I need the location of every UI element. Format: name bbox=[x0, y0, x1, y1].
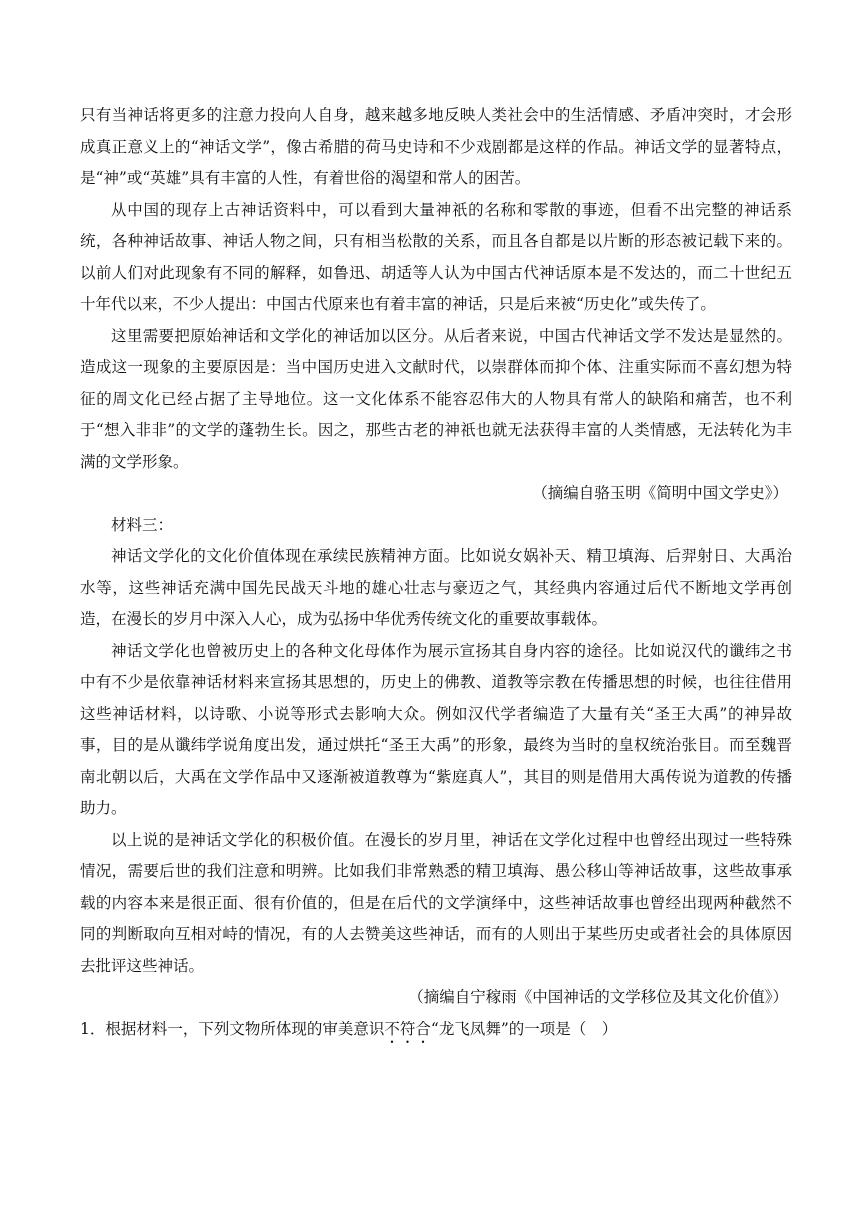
material3-paragraph-3: 以上说的是神话文学化的积极价值。在漫长的岁月里，神话在文学化过程中也曾经出现过一些特殊情况，需要后世的我们注意和明辨。比如我们非常熟悉的精卫填海、愚公移山等神话故事，这些故事承载的内容本来是很正面、很有价值的，但是在后代的文学演绎中，这些神话故事也曾经出现两种截然不同的判断取向互相对峙的情况，有的人去赞美这些神话，而有的人则出于某些历史或者社会的具体原因去批评这些神话。 bbox=[80, 830, 792, 975]
material2-source: （摘编自骆玉明《简明中国文学史》） bbox=[532, 484, 788, 502]
question-1-suffix: “龙飞凤舞”的一项是（ ） bbox=[430, 1019, 618, 1038]
question-1-prefix: 1．根据材料一，下列文物所体现的审美意识 bbox=[80, 1019, 385, 1038]
material2-paragraph-2: 从中国的现存上古神话资料中，可以看到大量神祇的名称和零散的事迹，但看不出完整的神话系统，各种神话故事、神话人物之间，只有相当松散的关系，而且各自都是以片断的形态被记载下来的。以前人们对此现象有不同的解释，如鲁迅、胡适等人认为中国古代神话原本是不发达的，而二十世纪五十年代以来，不少人提出：中国古代原来也有着丰富的神话，只是后来被“历史化”或失传了。 bbox=[80, 200, 792, 313]
material2-paragraph-3: 这里需要把原始神话和文学化的神话加以区分。从后者来说，中国古代神话文学不发达是显然的。造成这一现象的主要原因是：当中国历史进入文献时代，以崇群体而抑个体、注重实际而不喜幻想为特征的周文化已经占据了主导地位。这一文化体系不能容忍伟大的人物具有常人的缺陷和痛苦，也不利于“想入非非”的文学的蓬勃生长。因之，那些古老的神祇也就无法获得丰富的人类情感，无法转化为丰满的文学形象。 bbox=[80, 326, 792, 471]
question-1-emphasis: 不符合 bbox=[384, 1019, 431, 1038]
document-page bbox=[80, 100, 792, 1047]
material3-label: 材料三： bbox=[111, 515, 174, 534]
material3-source: （摘编自宁稼雨《中国神话的文学移位及其文化价值》） bbox=[408, 988, 788, 1006]
question-1 bbox=[80, 1014, 792, 1047]
material2-paragraph-1: 只有当神话将更多的注意力投向人自身，越来越多地反映人类社会中的生活情感、矛盾冲突时，才会形成真正意义上的“神话文学”，像古希腊的荷马史诗和不少戏剧都是这样的作品。神话文学的显著特点，是“神”或“英雄”具有丰富的人性，有着世俗的渴望和常人的困苦。 bbox=[80, 106, 792, 187]
material3-paragraph-1: 神话文学化的文化价值体现在承续民族精神方面。比如说女娲补天、精卫填海、后羿射日、大禹治水等，这些神话充满中国先民战天斗地的雄心壮志与豪迈之气，其经典内容通过后代不断地文学再创造，在漫长的岁月中深入人心，成为弘扬中华优秀传统文化的重要故事载体。 bbox=[80, 547, 792, 628]
material3-paragraph-2: 神话文学化也曾被历史上的各种文化母体作为展示宣扬其自身内容的途径。比如说汉代的谶纬之书中有不少是依靠神话材料来宣扬其思想的，历史上的佛教、道教等宗教在传播思想的时候，也往往借用这些神话材料，以诗歌、小说等形式去影响大众。例如汉代学者编造了大量有关“圣王大禹”的神异故事，目的是从谶纬学说角度出发，通过烘托“圣王大禹”的形象，最终为当时的皇权统治张目。而至魏晋南北朝以后，大禹在文学作品中又逐渐被道教尊为“紫庭真人”，其目的则是借用大禹传说为道教的传播助力。 bbox=[80, 641, 792, 817]
